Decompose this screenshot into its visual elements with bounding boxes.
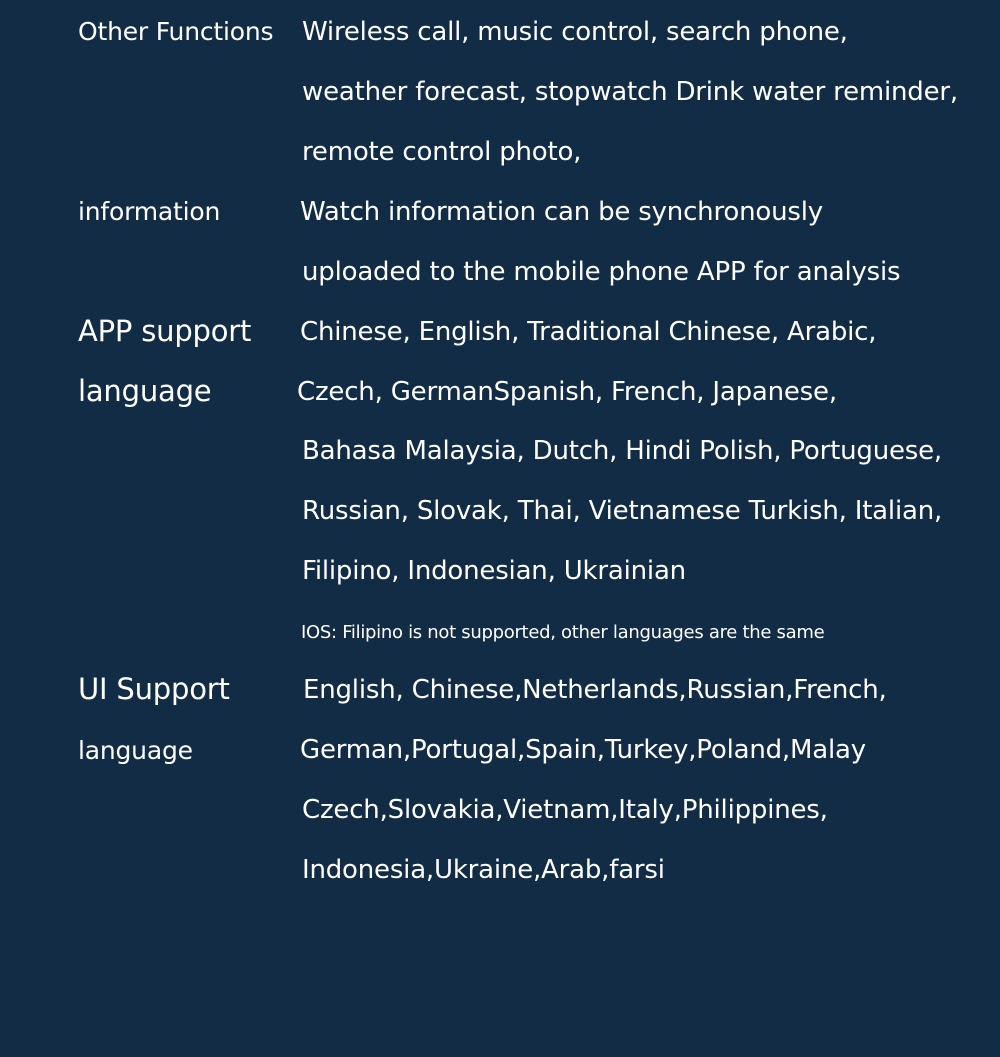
ui-support-label-line-2: language (78, 736, 193, 765)
ui-language-line-4: Indonesia,Ukraine,Arab,farsi (302, 855, 665, 885)
other-functions-label: Other Functions (78, 17, 274, 46)
ios-note: IOS: Filipino is not supported, other languages are the same (301, 622, 825, 643)
ui-support-label-line-1: UI Support (78, 672, 230, 706)
other-functions-line-3: remote control photo, (302, 137, 582, 167)
ui-language-line-1: English, Chinese,Netherlands,Russian,French, (303, 675, 887, 705)
information-line-2: uploaded to the mobile phone APP for analysis (302, 257, 901, 287)
ui-language-line-2: German,Portugal,Spain,Turkey,Poland,Malay (300, 735, 866, 765)
app-language-line-3: Bahasa Malaysia, Dutch, Hindi Polish, Portuguese, (302, 436, 942, 466)
ui-language-line-3: Czech,Slovakia,Vietnam,Italy,Philippines, (302, 795, 828, 825)
app-language-line-5: Filipino, Indonesian, Ukrainian (302, 556, 686, 586)
information-line-1: Watch information can be synchronously (300, 197, 823, 227)
app-language-line-1: Chinese, English, Traditional Chinese, Arabic, (300, 317, 877, 347)
other-functions-line-1: Wireless call, music control, search phone, (302, 17, 848, 47)
other-functions-line-2: weather forecast, stopwatch Drink water reminder, (302, 77, 958, 107)
app-support-label-line-1: APP support (78, 314, 252, 348)
app-language-line-4: Russian, Slovak, Thai, Vietnamese Turkish, Italian, (302, 496, 943, 526)
app-language-line-2: Czech, GermanSpanish, French, Japanese, (297, 377, 837, 407)
information-label: information (78, 197, 221, 226)
app-support-label-line-2: language (78, 374, 212, 408)
